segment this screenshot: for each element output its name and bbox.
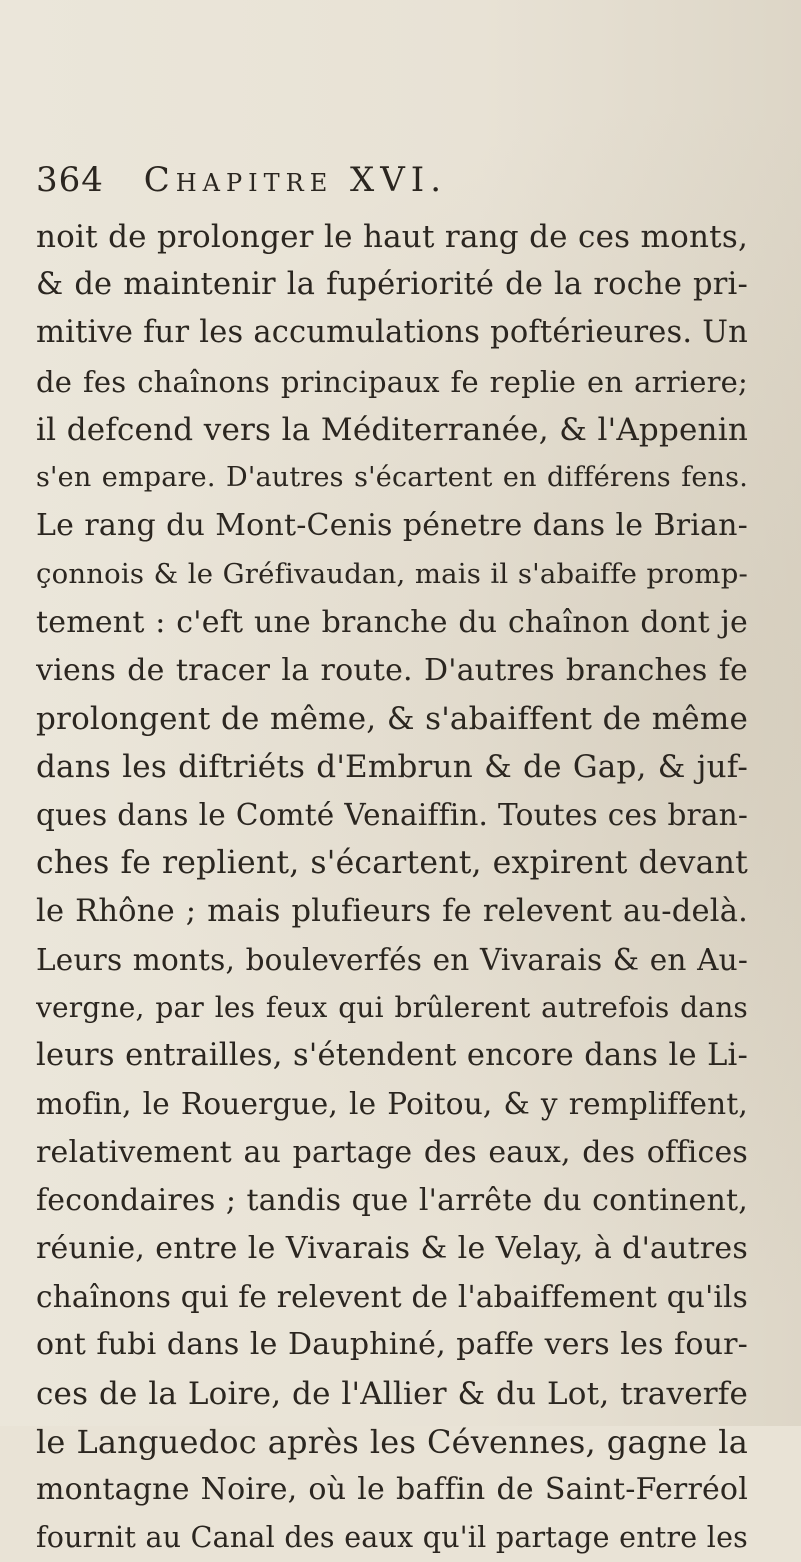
- text-line: mofin, le Rouergue, le Poitou, & y rempliffent,: [36, 1087, 748, 1122]
- text-line: de fes chaînons principaux fe replie en arriere;: [36, 364, 748, 399]
- text-line: tement : c'eft une branche du chaînon dont je: [36, 604, 748, 640]
- text-line: le Rhône ; mais plufieurs fe relevent au-delà.: [36, 893, 748, 929]
- text-line: chaînons qui fe relevent de l'abaiffement qu'ils: [36, 1280, 748, 1315]
- text-line: fournit au Canal des eaux qu'il partage entre les: [36, 1521, 748, 1555]
- text-line: dans les diftriéts d'Embrun & de Gap, & juf-: [36, 749, 748, 786]
- running-head: Chapitre XVI.: [143, 160, 448, 200]
- text-line: fecondaires ; tandis que l'arrête du continent,: [36, 1182, 748, 1218]
- text-line: relativement au partage des eaux, des offices: [36, 1134, 748, 1170]
- text-line: il defcend vers la Méditerranée, & l'Appenin: [36, 411, 748, 448]
- text-line: ces de la Loire, de l'Allier & du Lot, traverfe: [36, 1375, 748, 1412]
- text-line: le Languedoc après les Cévennes, gagne la: [36, 1422, 748, 1461]
- text-line: ches fe replient, s'écartent, expirent devant: [36, 845, 748, 882]
- text-line: & de maintenir la fupériorité de la roche pri-: [36, 267, 748, 303]
- text-line: viens de tracer la route. D'autres branches fe: [36, 652, 748, 688]
- page-header: [36, 154, 756, 206]
- text-line: s'en empare. D'autres s'écartent en différens fens.: [36, 461, 748, 493]
- body-text: [36, 213, 748, 1562]
- text-line: mitive fur les accumulations poftérieures. Un: [36, 315, 748, 351]
- text-line: ont fubi dans le Dauphiné, paffe vers les four-: [36, 1327, 748, 1363]
- text-line: noit de prolonger le haut rang de ces monts,: [36, 219, 748, 255]
- page-number: 364: [36, 160, 104, 200]
- text-line: prolongent de même, & s'abaiffent de même: [36, 700, 748, 737]
- text-line: Le rang du Mont-Cenis pénetre dans le Brian-: [36, 508, 748, 544]
- text-line: çonnois & le Gréfivaudan, mais il s'abaiffe promp-: [36, 558, 748, 591]
- text-line: Leurs monts, bouleverfés en Vivarais & en Au-: [36, 942, 748, 977]
- text-line: réunie, entre le Vivarais & le Velay, à d'autres: [36, 1230, 748, 1266]
- text-line: leurs entrailles, s'étendent encore dans le Li-: [36, 1038, 748, 1074]
- text-line: montagne Noire, où le baffin de Saint-Ferréol: [36, 1471, 748, 1507]
- text-line: ques dans le Comté Venaiffin. Toutes ces bran-: [36, 798, 748, 833]
- text-line: vergne, par les feux qui brûlerent autrefois dans: [36, 991, 748, 1024]
